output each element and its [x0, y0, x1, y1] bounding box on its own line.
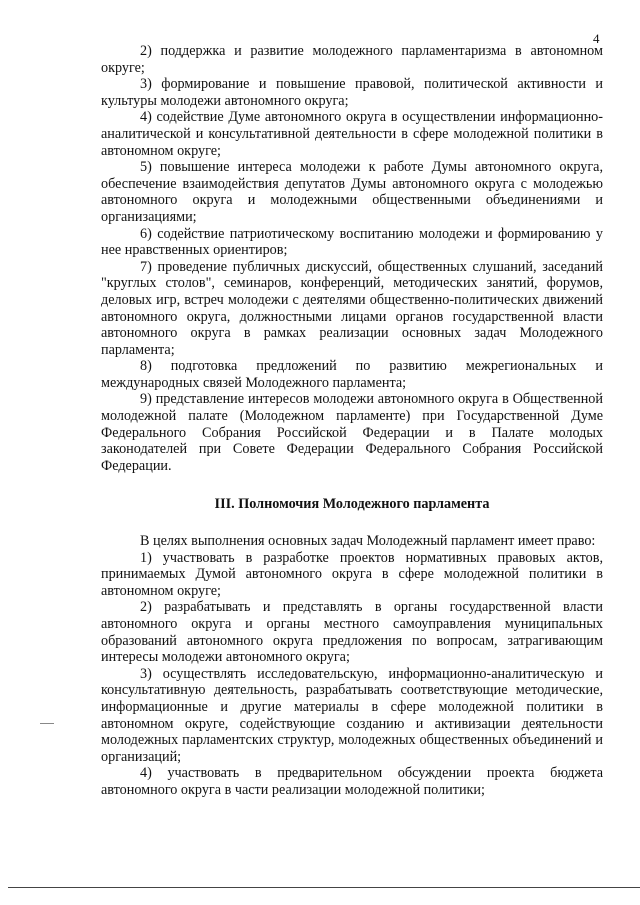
list-item: 5) повышение интереса молодежи к работе Думы автономного округа, обеспечение взаимодействия депутатов Думы автономного округа с молодежью автономного округа и молодежными общественными объединениями и организациями;	[101, 159, 603, 225]
list-item: 3) формирование и повышение правовой, политической активности и культуры молодежи автономного округа;	[101, 76, 603, 109]
list-item: 4) участвовать в предварительном обсуждении проекта бюджета автономного округа в части реализации молодежной политики;	[101, 765, 603, 798]
list-item: 4) содействие Думе автономного округа в осуществлении информационно-аналитической и консультативной деятельности в сфере молодежной политики в автономном округе;	[101, 109, 603, 159]
list-item: 7) проведение публичных дискуссий, общественных слушаний, заседаний "круглых столов", семинаров, конференций, методических занятий, форумов, деловых игр, встреч молодежи с деятелями общественно-политических движений автономного округа, должностными лицами органов государственной власти автономного округа в рамках реализации основных задач Молодежного парламента;	[101, 258, 603, 358]
list-item: 8) подготовка предложений по развитию межрегиональных и международных связей Молодежного парламента;	[101, 358, 603, 391]
page-bottom-rule	[8, 887, 640, 888]
section-intro: В целях выполнения основных задач Молодежный парламент имеет право:	[140, 533, 596, 550]
margin-mark	[40, 723, 54, 724]
list-item: 2) поддержка и развитие молодежного парламентаризма в автономном округе;	[101, 43, 603, 76]
list-item: 9) представление интересов молодежи автономного округа в Общественной молодежной палате (Молодежном парламенте) при Государственной Думе Федерального Собрания Российской Федерации и в Палате молодых законодателей при Совете Федерации Федерального Собрания Российской Федерации.	[101, 391, 603, 474]
document-body	[101, 43, 603, 799]
list-item: 6) содействие патриотическому воспитанию молодежи и формированию у нее нравственных ориентиров;	[101, 225, 603, 259]
page-number: 4	[593, 31, 600, 46]
list-item: 2) разрабатывать и представлять в органы государственной власти автономного округа и органы местного самоуправления муниципальных образований автономного округа предложения по вопросам, затрагивающим интересы молодежи автономного округа;	[101, 599, 603, 666]
list-item: 3) осуществлять исследовательскую, информационно-аналитическую и консультативную деятельность, разрабатывать соответствующие методические, информационные и другие материалы в сфере молодежной политики в автономном округе, содействующие созданию и активизации деятельности молодежных парламентских структур, молодежных общественных объединений и организаций;	[101, 665, 603, 765]
section-heading: III. Полномочия Молодежного парламента	[214, 496, 490, 513]
list-item: 1) участвовать в разработке проектов нормативных правовых актов, принимаемых Думой автономного округа в сфере молодежной политики в автономном округе;	[101, 549, 603, 599]
